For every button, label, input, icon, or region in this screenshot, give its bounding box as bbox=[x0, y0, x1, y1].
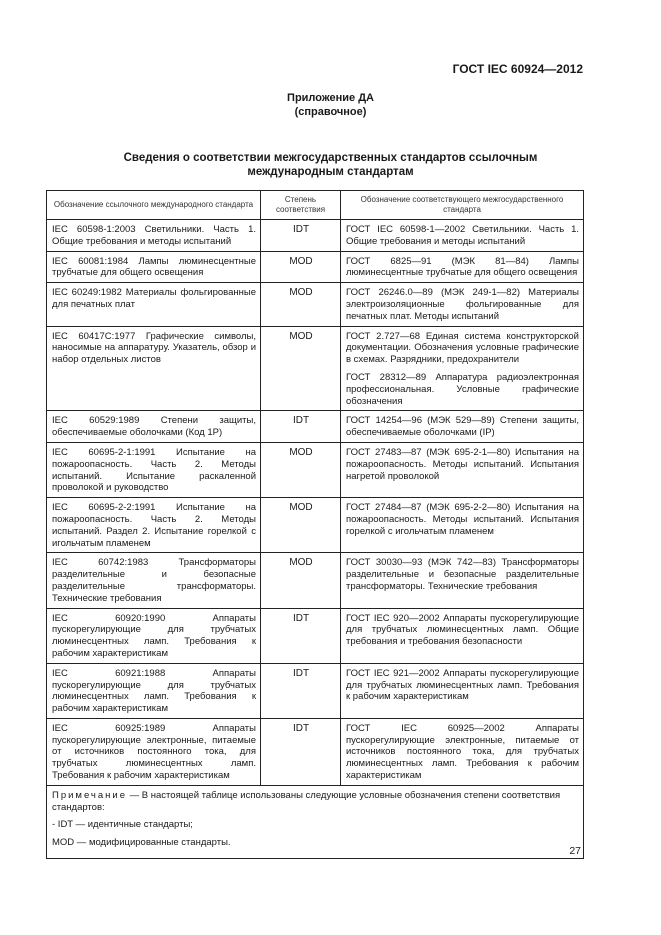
degree-cell: IDT bbox=[261, 220, 341, 252]
annex-heading bbox=[0, 91, 661, 119]
intl-standard-cell: IEC 60249:1982 Материалы фольгированные для печатных плат bbox=[47, 283, 261, 326]
gost-standard-entry: ГОСТ 28312—89 Аппаратура радиоэлектронная профессиональная. Условные графические обозначения bbox=[346, 371, 579, 407]
table-row bbox=[47, 442, 584, 497]
gost-standard-cell bbox=[341, 498, 584, 553]
document-code: ГОСТ IEC 60924—2012 bbox=[452, 62, 583, 76]
gost-standard-entry: ГОСТ IEC 921—2002 Аппараты пускорегулирующие для трубчатых люминесцентных ламп. Требования к рабочим характеристикам bbox=[346, 667, 579, 703]
intl-standard-cell: IEC 60742:1983 Трансформаторы разделительные и безопасные разделительные трансформаторы. Технические требования bbox=[47, 553, 261, 608]
annex-subtitle: (справочное) bbox=[294, 106, 367, 118]
note-text bbox=[52, 790, 579, 814]
correspondence-table bbox=[46, 190, 584, 859]
table-row bbox=[47, 251, 584, 283]
gost-standard-entry: ГОСТ 2.727—68 Единая система конструкторской документации. Обозначения условные графические в схемах. Разрядники, предохранители bbox=[346, 330, 579, 366]
gost-standard-entry: ГОСТ 30030—93 (МЭК 742—83) Трансформаторы разделительные и безопасные разделительные трансформаторы. Технические требования bbox=[346, 557, 579, 592]
column-header-degree: Степень соответствия bbox=[261, 191, 341, 220]
intl-standard-cell: IEC 60598-1:2003 Светильники. Часть 1. Общие требования и методы испытаний bbox=[47, 220, 261, 252]
table-row bbox=[47, 326, 584, 411]
degree-cell: IDT bbox=[261, 663, 341, 718]
table-row bbox=[47, 498, 584, 553]
gost-standard-entry: ГОСТ 27483—87 (МЭК 695-2-1—80) Испытания на пожароопасность. Методы испытаний. Испытания нагретой проволокой bbox=[346, 446, 579, 482]
table-row bbox=[47, 718, 584, 785]
column-header-intl-standard: Обозначение ссылочного международного стандарта bbox=[47, 191, 261, 220]
gost-standard-cell bbox=[341, 663, 584, 718]
intl-standard-cell: IEC 60920:1990 Аппараты пускорегулирующие для трубчатых люминесцентных ламп. Требования к рабочим характеристикам bbox=[47, 608, 261, 663]
table-row bbox=[47, 553, 584, 608]
table-note bbox=[47, 785, 584, 858]
table-header-row bbox=[47, 191, 584, 220]
gost-standard-cell bbox=[341, 608, 584, 663]
note-item-idt: - IDT — идентичные стандарты; bbox=[52, 819, 193, 831]
gost-standard-cell bbox=[341, 718, 584, 785]
degree-cell: IDT bbox=[261, 608, 341, 663]
gost-standard-entry: ГОСТ 26246.0—89 (МЭК 249-1—82) Материалы электроизоляционные фольгированные для печатных плат. Методы испытаний bbox=[346, 287, 579, 322]
annex-title: Приложение ДА bbox=[287, 92, 374, 104]
gost-standard-cell bbox=[341, 220, 584, 252]
degree-cell: IDT bbox=[261, 411, 341, 443]
gost-standard-entry: ГОСТ 6825—91 (МЭК 81—84) Лампы люминесцентные трубчатые для общего освещения bbox=[346, 255, 579, 279]
degree-cell: MOD bbox=[261, 498, 341, 553]
gost-standard-cell bbox=[341, 442, 584, 497]
gost-standard-entry: ГОСТ 27484—87 (МЭК 695-2-2—80) Испытания на пожароопасность. Методы испытаний. Испытания горелкой с игольчатым пламенем bbox=[346, 502, 579, 537]
table-row bbox=[47, 608, 584, 663]
gost-standard-cell bbox=[341, 283, 584, 326]
intl-standard-cell: IEC 60925:1989 Аппараты пускорегулирующие электронные, питаемые от источников постоянного тока, для трубчатых люминесцентных ламп. Требования к рабочим характеристикам bbox=[47, 718, 261, 785]
intl-standard-cell: IEC 60417C:1977 Графические символы, наносимые на аппаратуру. Указатель, обзор и набор отдельных листов bbox=[47, 326, 261, 411]
table-row bbox=[47, 220, 584, 252]
gost-standard-entry: ГОСТ IEC 60925—2002 Аппараты пускорегулирующие электронные, питаемые от источников постоянного тока, для трубчатых люминесцентных ламп. Требования к рабочим характеристикам bbox=[346, 722, 579, 782]
section-heading-line2: международным стандартам bbox=[247, 166, 414, 178]
table-row bbox=[47, 283, 584, 326]
degree-cell: MOD bbox=[261, 442, 341, 497]
gost-standard-entry: ГОСТ IEC 60598-1—2002 Светильники. Часть 1. Общие требования и методы испытаний bbox=[346, 224, 579, 247]
note-body: — В настоящей таблице использованы следующие условные обозначения степени соответствия стандартов: bbox=[52, 789, 561, 813]
section-heading bbox=[90, 151, 571, 179]
degree-cell: MOD bbox=[261, 553, 341, 608]
degree-cell: IDT bbox=[261, 718, 341, 785]
section-heading-line1: Сведения о соответствии межгосударственных стандартов ссылочным bbox=[123, 152, 538, 164]
note-label: Примечание bbox=[52, 789, 127, 801]
gost-standard-entry: ГОСТ IEC 920—2002 Аппараты пускорегулирующие для трубчатых люминесцентных ламп. Общие требования и требования безопасности bbox=[346, 612, 579, 648]
intl-standard-cell: IEC 60695-2-1:1991 Испытание на пожароопасность. Часть 2. Методы испытаний. Испытание раскаленной проволокой и руководство bbox=[47, 442, 261, 497]
degree-cell: MOD bbox=[261, 251, 341, 283]
intl-standard-cell: IEC 60921:1988 Аппараты пускорегулирующие для трубчатых люминесцентных ламп. Требования к рабочим характеристикам bbox=[47, 663, 261, 718]
gost-standard-cell bbox=[341, 411, 584, 443]
intl-standard-cell: IEC 60529:1989 Степени защиты, обеспечиваемые оболочками (Код 1Р) bbox=[47, 411, 261, 443]
note-item-mod: MOD — модифицированные стандарты. bbox=[52, 837, 231, 849]
column-header-gost-standard: Обозначение соответствующего межгосударственного стандарта bbox=[341, 191, 584, 220]
intl-standard-cell: IEC 60081:1984 Лампы люминесцентные трубчатые для общего освещения bbox=[47, 251, 261, 283]
gost-standard-cell bbox=[341, 553, 584, 608]
intl-standard-cell: IEC 60695-2-2:1991 Испытание на пожароопасность. Часть 2. Методы испытаний. Раздел 2. Испытание горелкой с игольчатым пламенем bbox=[47, 498, 261, 553]
degree-cell: MOD bbox=[261, 283, 341, 326]
page-number: 27 bbox=[569, 845, 581, 857]
gost-standard-cell bbox=[341, 326, 584, 411]
table-row bbox=[47, 411, 584, 443]
gost-standard-cell bbox=[341, 251, 584, 283]
table-note-row bbox=[47, 785, 584, 858]
degree-cell: MOD bbox=[261, 326, 341, 411]
gost-standard-entry: ГОСТ 14254—96 (МЭК 529—89) Степени защиты, обеспечиваемые оболочками (IP) bbox=[346, 415, 579, 439]
table-row bbox=[47, 663, 584, 718]
